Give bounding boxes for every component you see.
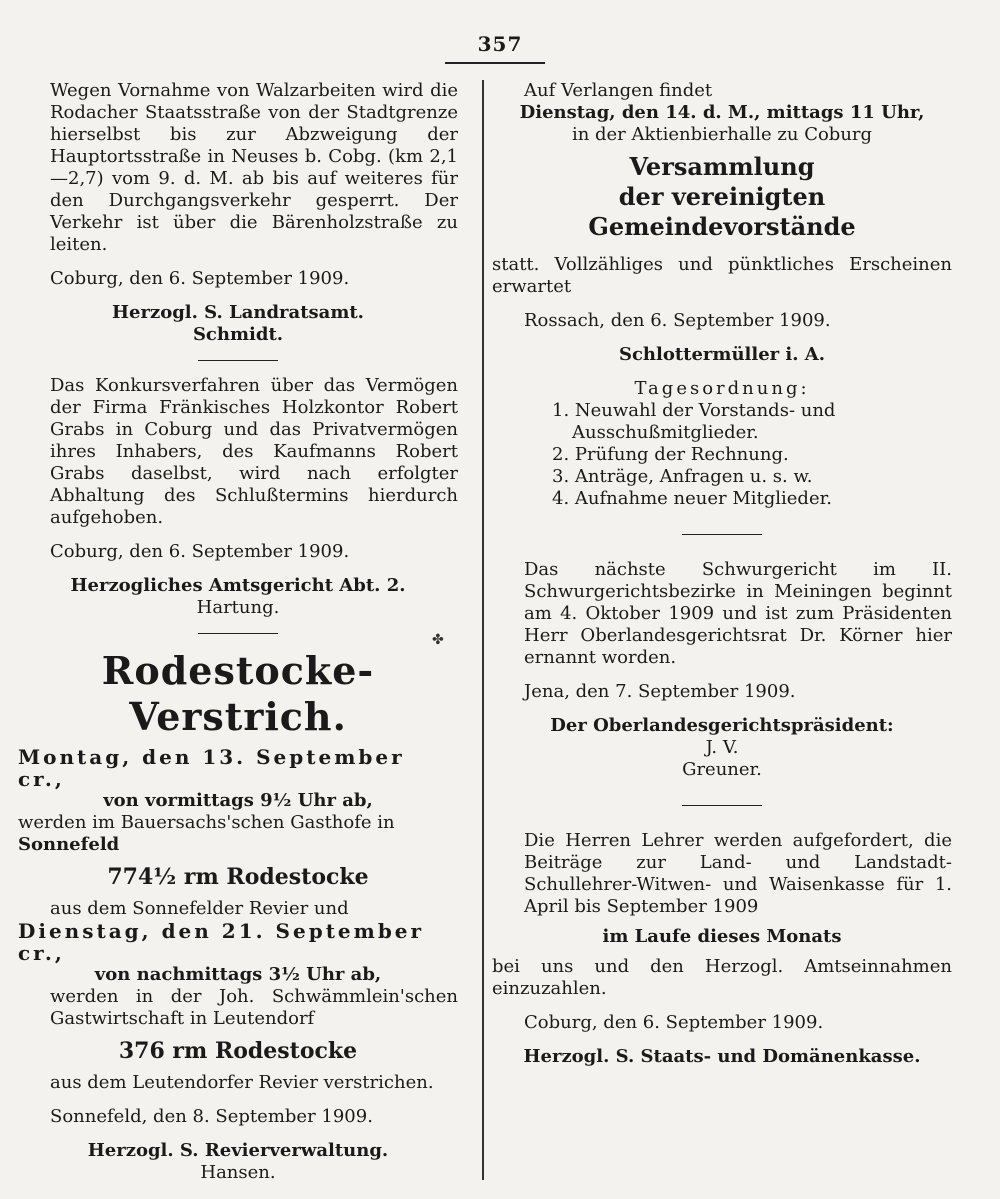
schwurgericht-authority: Der Oberlandesgerichtspräsident: <box>550 715 894 736</box>
notice-walzarbeiten-text: Wegen Vornahme von Walzarbeiten wird die Rodacher Staatsstraße von der Stadtgrenze hierselbst bis zur Abzweigung der Hauptortsstraße in Neuses b. Cobg. (km 2,1—2,7) vom 9. d. M. ab bis auf weiteres für den Durchgangsverkehr gesperrt. Der Verkehr ist über die Bärenholzstraße zu leiten. <box>50 80 458 255</box>
agenda-item: 2. Prüfung der Rechnung. <box>552 444 789 465</box>
page-number: 357 <box>477 32 523 56</box>
rodestocke-title: Rodestocke-Verstrich. <box>101 648 375 739</box>
schwurgericht-jv: J. V. <box>705 737 739 758</box>
rodestocke-place1: werden im Bauersachs'schen Gasthofe in <box>18 812 395 833</box>
rodestocke-amount1: 774½ rm Rodestocke <box>107 864 369 890</box>
versammlung-signer: Schlottermüller i. A. <box>618 344 826 365</box>
agenda-item: 1. Neuwahl der Vorstands- und <box>552 400 836 421</box>
notice-konkurs-signer: Hartung. <box>196 597 280 618</box>
lehrer-text2: bei uns und den Herzogl. Amtseinnahmen einzuzahlen. <box>492 956 952 999</box>
rodestocke-source2: aus dem Leutendorfer Revier verstrichen. <box>50 1072 434 1093</box>
versammlung-title2: der vereinigten Gemeindevorstände <box>588 182 856 241</box>
schwurgericht-text: Das nächste Schwurgericht im II. Schwurgerichtsbezirke in Meiningen beginnt am 4. Oktober 1909 und ist zum Präsidenten Herr Oberlandesgerichtsrat Dr. Körner hier ernannt worden. <box>524 559 952 668</box>
agenda-item: Ausschußmitglieder. <box>572 422 759 443</box>
notice-konkurs-date: Coburg, den 6. September 1909. <box>50 541 350 562</box>
column-divider <box>482 80 484 1180</box>
rodestocke-authority: Herzogl. S. Revierverwaltung. <box>87 1140 389 1161</box>
notice-walzarbeiten-date: Coburg, den 6. September 1909. <box>50 268 350 289</box>
right-column <box>492 80 952 1068</box>
lehrer-emphasis: im Laufe dieses Monats <box>602 926 842 947</box>
separator-rule <box>682 534 762 535</box>
rodestocke-amount2: 376 rm Rodestocke <box>118 1038 358 1064</box>
lehrer-text: Die Herren Lehrer werden aufgefordert, die Beiträge zur Land- und Landstadt-Schullehrer-Witwen- und Waisenkasse für 1. April bis September 1909 <box>524 830 952 917</box>
agenda-item: 3. Anträge, Anfragen u. s. w. <box>552 466 813 487</box>
notice-walzarbeiten-authority: Herzogl. S. Landratsamt. <box>112 302 364 323</box>
schwurgericht-signer: Greuner. <box>682 759 762 780</box>
schwurgericht-date: Jena, den 7. September 1909. <box>524 681 796 702</box>
rodestocke-date: Sonnefeld, den 8. September 1909. <box>50 1106 373 1127</box>
rodestocke-date2: Dienstag, den 21. September cr., <box>18 919 425 965</box>
rodestocke-place2: werden in der Joh. Schwämmlein'schen Gastwirtschaft in Leutendorf <box>50 986 458 1029</box>
rodestocke-time2: von nachmittags 3½ Uhr ab, <box>94 964 382 985</box>
left-column <box>18 80 458 1184</box>
lehrer-date: Coburg, den 6. September 1909. <box>524 1012 824 1033</box>
rodestocke-source1: aus dem Sonnefelder Revier und <box>50 898 349 919</box>
rodestocke-place1-town: Sonnefeld <box>18 834 120 855</box>
rodestocke-signer: Hansen. <box>200 1162 276 1183</box>
separator-rule <box>198 360 278 361</box>
notice-konkurs-authority: Herzogliches Amtsgericht Abt. 2. <box>70 575 406 596</box>
page-number-rule <box>445 62 545 64</box>
versammlung-when: Dienstag, den 14. d. M., mittags 11 Uhr, <box>519 102 925 123</box>
lehrer-authority: Herzogl. S. Staats- und Domänenkasse. <box>523 1046 921 1067</box>
rodestocke-date1: Montag, den 13. September cr., <box>18 745 405 791</box>
versammlung-intro: Auf Verlangen findet <box>524 80 713 101</box>
rodestocke-time1: von vormittags 9½ Uhr ab, <box>103 790 373 811</box>
notice-walzarbeiten-signer: Schmidt. <box>192 324 284 345</box>
separator-rule <box>198 633 278 634</box>
agenda-list <box>492 400 952 510</box>
versammlung-title1: Versammlung <box>629 152 815 181</box>
separator-rule <box>682 805 762 806</box>
ornament-icon: ✤ <box>432 632 444 648</box>
agenda-title: Tagesordnung: <box>634 378 810 399</box>
agenda-item: 4. Aufnahme neuer Mitglieder. <box>552 488 832 509</box>
versammlung-where: in der Aktienbierhalle zu Coburg <box>571 124 873 145</box>
versammlung-text: statt. Vollzähliges und pünktliches Erscheinen erwartet <box>492 254 952 297</box>
notice-konkurs-text: Das Konkursverfahren über das Vermögen der Firma Fränkisches Holzkontor Robert Grabs in Coburg und das Privatvermögen ihres Inhabers, des Kaufmanns Robert Grabs daselbst, wird nach erfolgter Abhaltung des Schlußtermins hierdurch aufgehoben. <box>50 375 458 528</box>
versammlung-date: Rossach, den 6. September 1909. <box>524 310 831 331</box>
